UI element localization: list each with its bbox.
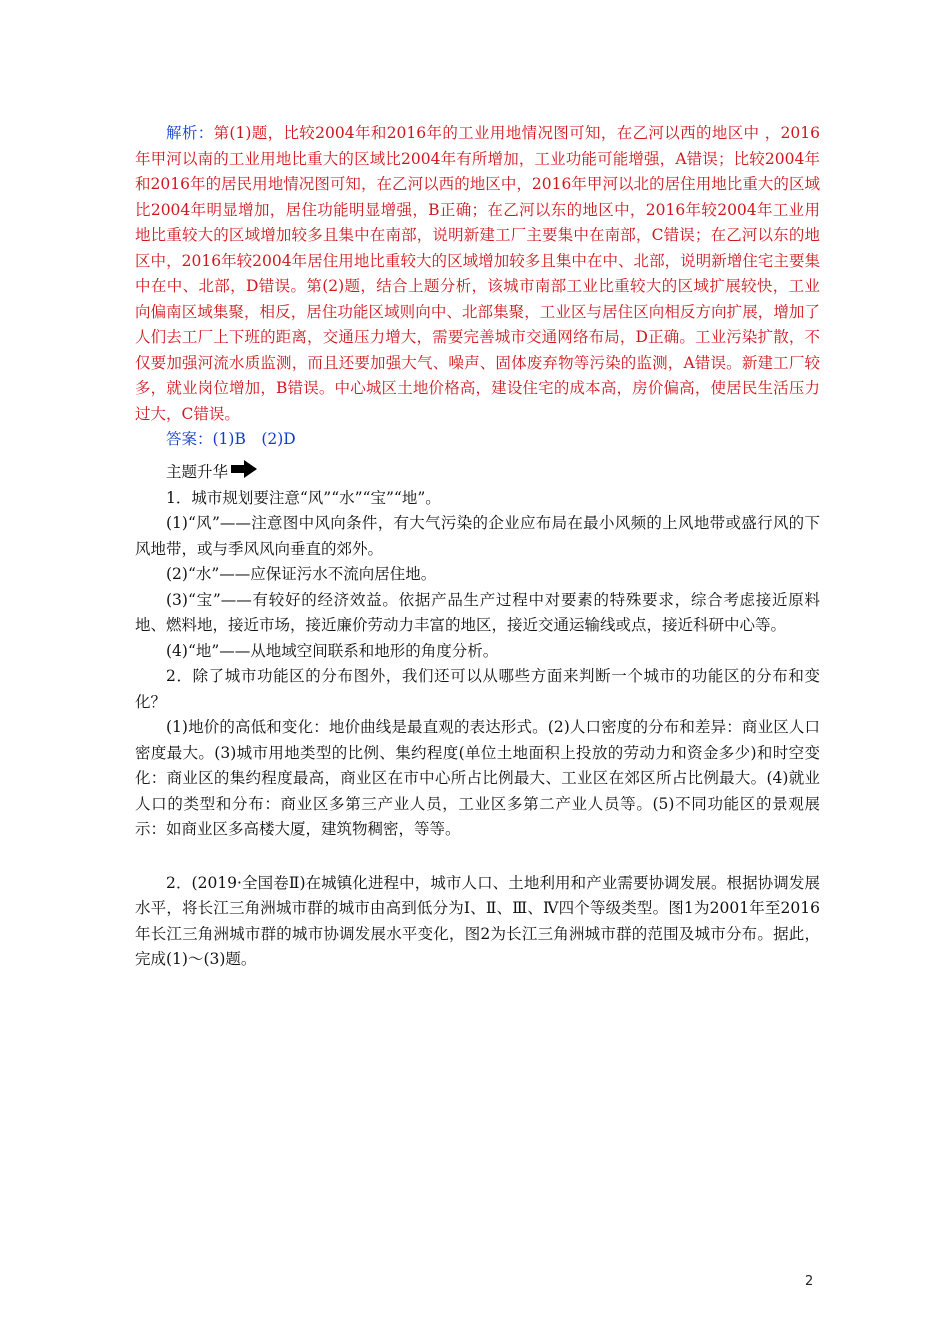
- question-2-stem: 2．(2019·全国卷Ⅱ)在城镇化进程中，城市人口、土地利用和产业需要协调发展。根据协调发展水平，将长江三角洲城市群的城市由高到低分为Ⅰ、Ⅱ、Ⅲ、Ⅳ四个等级类型。图1为2001年至2016年长江三角洲城市群的城市协调发展水平变化，图2为长江三角洲城市群的范围及城市分布。据此，完成(1)～(3)题。: [135, 873, 820, 968]
- right-arrow-icon: [230, 459, 258, 483]
- page-number: 2: [805, 1274, 814, 1289]
- summary-heading: 主题升华: [166, 462, 229, 481]
- summary-heading-row: [135, 456, 820, 486]
- summary-water: (2)“水”——应保证污水不流向居住地。: [166, 565, 437, 583]
- answer-line: 答案：(1)B (2)D: [166, 430, 296, 448]
- summary-point-1: 1．城市规划要注意“风”“水”“宝”“地”。: [166, 488, 441, 507]
- summary-land: (4)“地”——从地域空间联系和地形的角度分析。: [166, 641, 499, 660]
- analysis-paragraph: [135, 121, 820, 427]
- summary-wind: (1)“风”——注意图中风向条件，有大气污染的企业应布局在最小风频的上风地带或盛行风的下风地带，或与季风风向垂直的郊外。: [135, 514, 820, 558]
- summary-point-2: 2．除了城市功能区的分布图外，我们还可以从哪些方面来判断一个城市的功能区的分布和变化？: [135, 667, 820, 711]
- summary-treasure: (3)“宝”——有较好的经济效益。依据产品生产过程中对要素的特殊要求，综合考虑接近原料地、燃料地，接近市场，接近廉价劳动力丰富的地区，接近交通运输线或点，接近科研中心等。: [135, 590, 820, 634]
- analysis-label: 解析：: [166, 124, 214, 142]
- section-gap: [135, 843, 820, 871]
- analysis-text: 第(1)题，比较2004年和2016年的工业用地情况图可知，在乙河以西的地区中 ，2016年甲河以南的工业用地比重大的区域比2004年有所增加，工业功能可能增强，A错误；比较2004年和2016年的居民用地情况图可知，在乙河以西的地区中，2016年甲河以北的居住用地比重大的区域比2004年明显增加，居住功能明显增强，B正确；在乙河以东的地区中，2016年较2004年工业用地比重较大的区域增加较多且集中在南部，说明新建工厂主要集中在南部，C错误；在乙河以东的地区中，2016年较2004年居住用地比重较大的区域增加较多且集中在中、北部，说明新增住宅主要集中在中、北部，D错误。第(2)题，结合上题分析，该城市南部工业比重较大的区域扩展较快，工业向偏南区域集聚，相反，居住功能区域则向中、北部集聚，工业区与居住区向相反方向扩展，增加了人们去工厂上下班的距离，交通压力增大，需要完善城市交通网络布局，D正确。工业污染扩散，不仅要加强河流水质监测，而且还要加强大气、噪声、固体废弃物等污染的监测，A错误。新建工厂较多，就业岗位增加，B错误。中心城区土地价格高，建设住宅的成本高，房价偏高，使居民生活压力过大，C错误。: [135, 124, 820, 423]
- summary-point-2-text: (1)地价的高低和变化：地价曲线是最直观的表达形式。(2)人口密度的分布和差异：商业区人口密度最大。(3)城市用地类型的比例、集约程度(单位土地面积上投放的劳动力和资金多少)和时空变化：商业区的集约程度最高，商业区在市中心所占比例最大、工业区在郊区所占比例最大。(4)就业人口的类型和分布：商业区多第三产业人员，工业区多第二产业人员等。(5)不同功能区的景观展示：如商业区多高楼大厦，建筑物稠密，等等。: [135, 718, 820, 838]
- page-content: [135, 121, 820, 973]
